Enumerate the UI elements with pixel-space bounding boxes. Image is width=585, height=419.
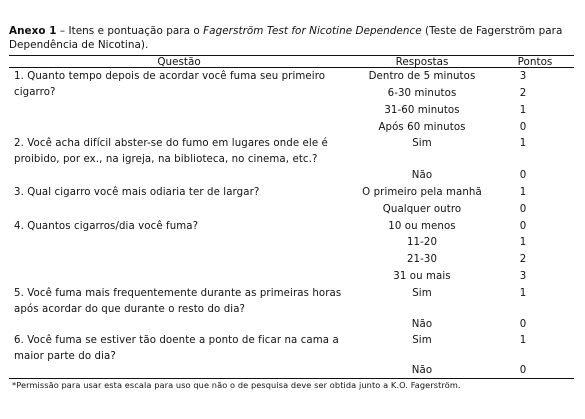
points-1-4: 0: [519, 122, 527, 133]
points-4-3: 2: [519, 254, 527, 265]
points-2-1: 1: [519, 138, 527, 149]
points-4-1: 0: [519, 221, 527, 232]
question-5: 5. Você fuma mais frequentemente durante as primeiras horas após acordar do que durante o resto do dia?: [14, 288, 342, 315]
question-1: 1. Quanto tempo depois de acordar você fuma seu primeiro cigarro?: [14, 71, 326, 98]
points-1-3: 1: [519, 105, 527, 116]
answer-1-1: Dentro de 5 minutos: [368, 71, 476, 82]
answer-1-3: 31-60 minutos: [384, 105, 460, 116]
caption-lead: Anexo 1: [9, 25, 57, 37]
answer-3-1: O primeiro pela manhã: [362, 187, 482, 198]
points-4-2: 1: [519, 237, 527, 248]
question-4: 4. Quantos cigarros/dia você fuma?: [14, 221, 199, 232]
points-5-2: 0: [519, 319, 527, 330]
points-6-1: 1: [519, 335, 527, 346]
answer-2-2: Não: [411, 170, 433, 181]
answer-4-4: 31 ou mais: [393, 271, 451, 282]
answer-4-3: 21-30: [406, 254, 438, 265]
points-3-1: 1: [519, 187, 527, 198]
header-answers: Respostas: [395, 56, 449, 68]
answer-6-2: Não: [411, 365, 433, 376]
header-question: Questão: [157, 56, 201, 68]
answer-6-1: Sim: [412, 335, 432, 346]
answer-3-2: Qualquer outro: [382, 204, 462, 215]
answer-5-2: Não: [411, 319, 433, 330]
answer-1-4: Após 60 minutos: [378, 122, 466, 133]
question-3: 3. Qual cigarro você mais odiaria ter de largar?: [14, 187, 260, 198]
points-6-2: 0: [519, 365, 527, 376]
answer-2-1: Sim: [412, 138, 432, 149]
caption-test-name: Fagerström Test for Nicotine Dependence: [203, 25, 422, 37]
footnote: *Permissão para usar esta escala para uso que não o de pesquisa deve ser obtida junto a K.O. Fagerström.: [12, 380, 461, 390]
points-2-2: 0: [519, 170, 527, 181]
points-1-2: 2: [519, 88, 527, 99]
answer-1-2: 6-30 minutos: [387, 88, 457, 99]
points-3-2: 0: [519, 204, 527, 215]
answer-5-1: Sim: [412, 288, 432, 299]
answer-4-1: 10 ou menos: [388, 221, 456, 232]
caption-text-end: (Teste de Fagerström para Dependência de Nicotina).: [9, 25, 563, 51]
question-6: 6. Você fuma se estiver tão doente a ponto de ficar na cama a maior parte do dia?: [14, 335, 339, 362]
table-caption: [9, 24, 574, 52]
caption-text: – Itens e pontuação para o: [56, 25, 204, 37]
header-points: Pontos: [517, 56, 553, 68]
answer-4-2: 11-20: [406, 237, 438, 248]
question-2: 2. Você acha difícil abster-se do fumo em lugares onde ele é proibido, por ex., na igreja, na biblioteca, no cinema, etc.?: [14, 138, 328, 165]
table-header-rule: [9, 67, 574, 68]
points-5-1: 1: [519, 288, 527, 299]
points-4-4: 3: [519, 271, 527, 282]
points-1-1: 3: [519, 71, 527, 82]
